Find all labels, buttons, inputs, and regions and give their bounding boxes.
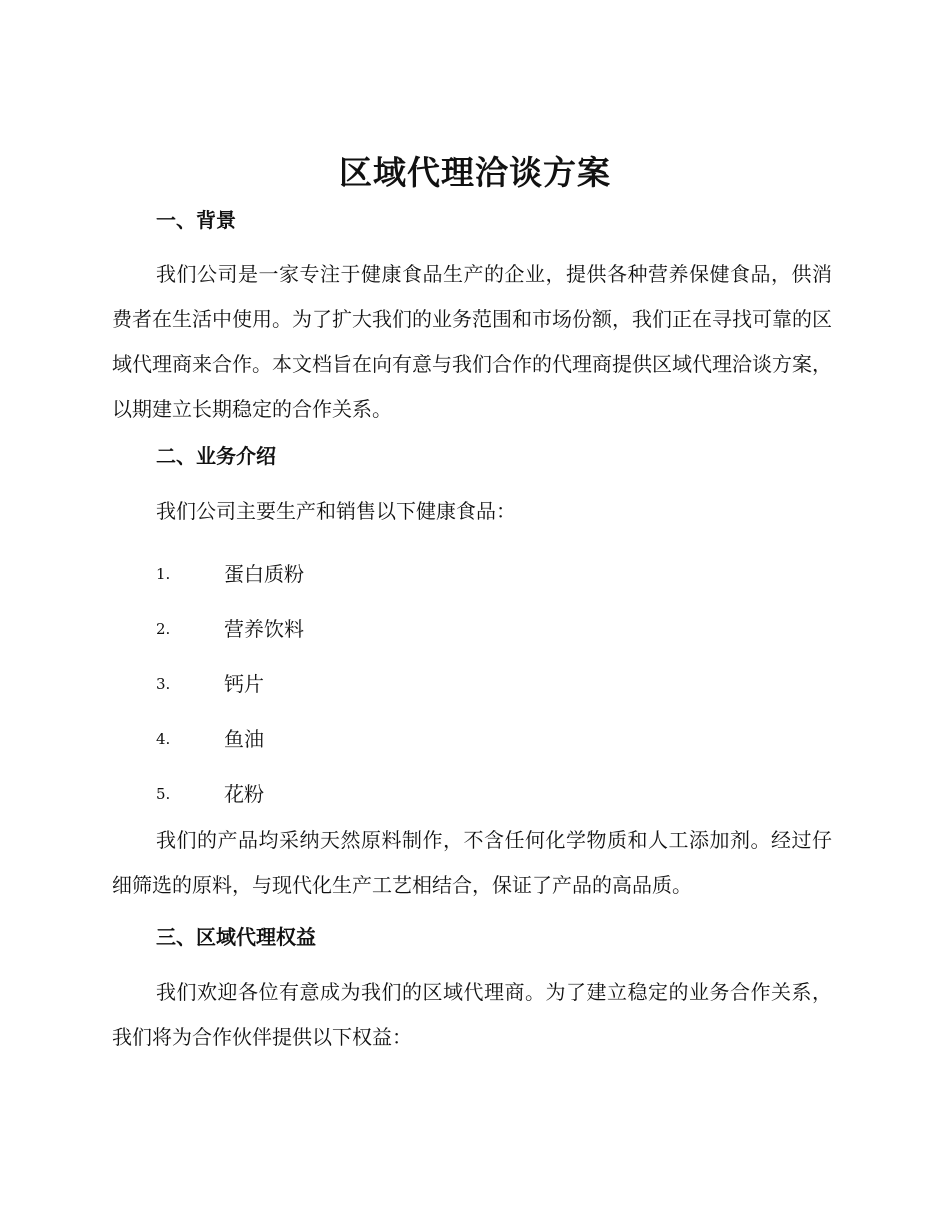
list-item-text: 钙片	[224, 671, 264, 696]
list-item-number: 3.	[156, 674, 171, 693]
list-item	[156, 656, 304, 711]
list-item-text: 营养饮料	[224, 616, 304, 641]
section-heading-business: 二、业务介绍	[156, 444, 276, 468]
list-item-number: 4.	[156, 729, 171, 748]
section-heading-agent-rights: 三、区域代理权益	[156, 925, 316, 949]
list-item	[156, 766, 304, 821]
list-item-number: 1.	[156, 564, 171, 583]
list-item	[156, 601, 304, 656]
list-item-number: 2.	[156, 619, 171, 638]
document-title: 区域代理洽谈方案	[339, 153, 611, 192]
background-paragraph: 我们公司是一家专注于健康食品生产的企业，提供各种营养保健食品，供消费者在生活中使用。为了扩大我们的业务范围和市场份额，我们正在寻找可靠的区域代理商来合作。本文档旨在向有意与我们合作的代理商提供区域代理洽谈方案，以期建立长期稳定的合作关系。	[112, 262, 832, 421]
list-item	[156, 711, 304, 766]
agent-rights-paragraph: 我们欢迎各位有意成为我们的区域代理商。为了建立稳定的业务合作关系，我们将为合作伙伴提供以下权益：	[112, 980, 832, 1049]
list-item-text: 蛋白质粉	[224, 561, 304, 586]
business-closing-paragraph: 我们的产品均采纳天然原料制作，不含任何化学物质和人工添加剂。经过仔细筛选的原料，与现代化生产工艺相结合，保证了产品的高品质。	[112, 828, 832, 897]
list-item-text: 鱼油	[224, 726, 264, 751]
business-intro-paragraph: 我们公司主要生产和销售以下健康食品：	[156, 499, 516, 523]
list-item-number: 5.	[156, 784, 171, 803]
list-item-text: 花粉	[224, 781, 264, 806]
product-list	[156, 546, 304, 821]
list-item	[156, 546, 304, 601]
section-heading-background: 一、背景	[156, 208, 236, 232]
